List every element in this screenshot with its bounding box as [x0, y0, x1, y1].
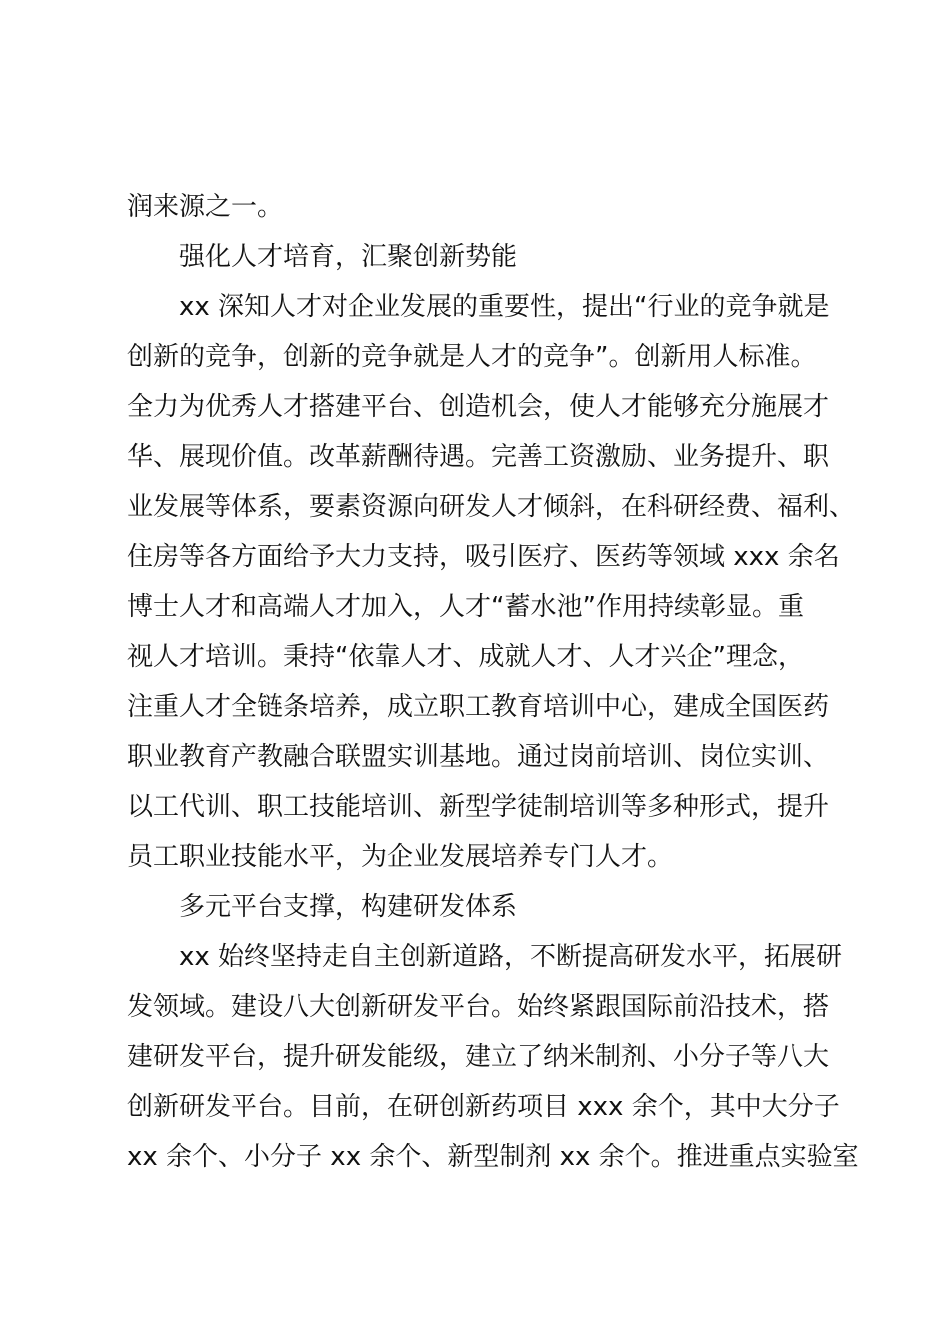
body-line-13: 以工代训、职工技能培训、新型学徒制培训等多种形式，提升 [127, 792, 830, 822]
body-line-19: 创新研发平台。目前，在研创新药项目 xxx 余个，其中大分子 [127, 1092, 840, 1122]
body-line-9: 博士人才和高端人才加入，人才“蓄水池”作用持续彰显。重 [127, 592, 804, 622]
body-line-1: 润来源之一。 [127, 192, 284, 222]
body-line-20: xx 余个、小分子 xx 余个、新型制剂 xx 余个。推进重点实验室 [127, 1142, 859, 1172]
section-heading-talent: 强化人才培育，汇聚创新势能 [179, 242, 518, 272]
body-line-8: 住房等各方面给予大力支持，吸引医疗、医药等领域 xxx 余名 [127, 542, 840, 572]
body-line-16: xx 始终坚持走自主创新道路，不断提高研发水平，拓展研 [179, 942, 843, 972]
body-line-4: 创新的竞争，创新的竞争就是人才的竞争”。创新用人标准。 [127, 342, 817, 372]
body-line-5: 全力为优秀人才搭建平台、创造机会，使人才能够充分施展才 [127, 392, 830, 422]
section-heading-platform: 多元平台支撑，构建研发体系 [179, 892, 518, 922]
body-line-11: 注重人才全链条培养，成立职工教育培训中心，建成全国医药 [127, 692, 830, 722]
body-line-17: 发领域。建设八大创新研发平台。始终紧跟国际前沿技术，搭 [127, 992, 830, 1022]
body-line-3: xx 深知人才对企业发展的重要性，提出“行业的竞争就是 [179, 292, 830, 322]
body-line-18: 建研发平台，提升研发能级，建立了纳米制剂、小分子等八大 [127, 1042, 830, 1072]
body-line-12: 职业教育产教融合联盟实训基地。通过岗前培训、岗位实训、 [127, 742, 830, 772]
body-line-14: 员工职业技能水平，为企业发展培养专门人才。 [127, 842, 674, 872]
body-line-6: 华、展现价值。改革薪酬待遇。完善工资激励、业务提升、职 [127, 442, 830, 472]
body-line-10: 视人才培训。秉持“依靠人才、成就人才、人才兴企”理念， [127, 642, 804, 672]
body-line-7: 业发展等体系，要素资源向研发人才倾斜，在科研经费、福利、 [127, 492, 856, 522]
document-body [127, 182, 859, 1182]
